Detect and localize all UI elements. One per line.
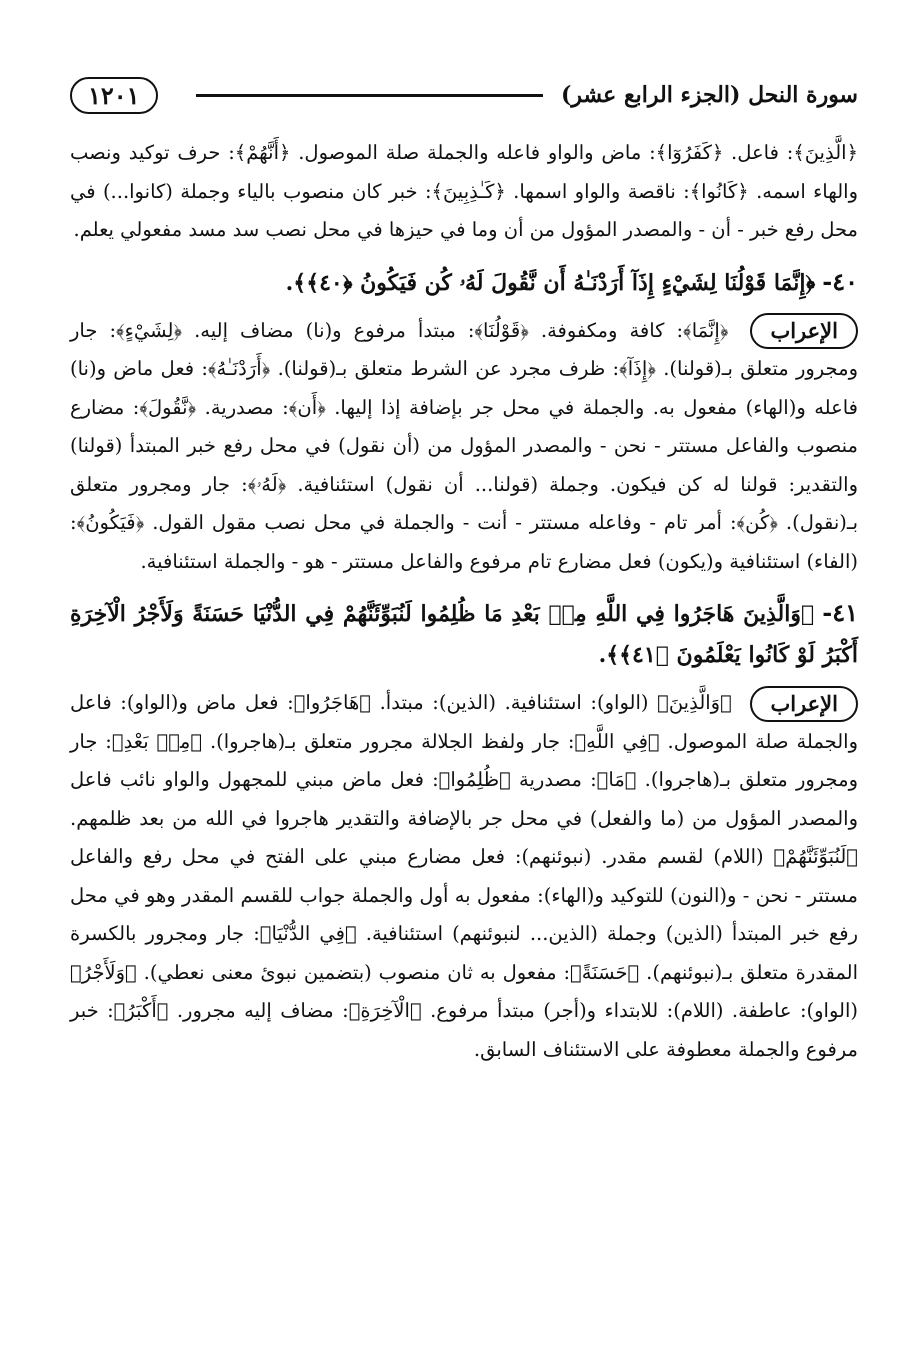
irab-40-text: ﴿إِنَّمَا﴾: كافة ومكفوفة. ﴿قَوْلُنَا﴾: مبتدأ مرفوع و(نا) مضاف إليه. ﴿لِشَيْءٍ﴾: جار ومجرور متعلق بـ(قولنا). ﴿إِذَآ﴾: ظرف مجرد عن الشرط متعلق بـ(قولنا). ﴿أَرَدْنَـٰهُ﴾: فعل ماض و(نا) فاعله و(الهاء) مفعول به. والجملة في محل جر بإضافة إذا إليها. ﴿أَن﴾: مصدرية. ﴿نَّقُولَ﴾: مضارع منصوب والفاعل مستتر - نحن - والمصدر المؤول من (أن نقول) في محل رفع خبر المبتدأ (قولنا) والتقدير: قولنا له كن فيكون. وجملة (قولنا... أن نقول) استئنافية. ﴿لَهُۥ﴾: جار ومجرور متعلق بـ(نقول). ﴿كُن﴾: أمر تام - وفاعله مستتر - أنت - والجملة في محل نصب مقول القول. ﴿فَيَكُونُ﴾: (الفاء) استئنافية و(يكون) فعل مضارع تام مرفوع والفاعل مستتر - هو - والجملة استئنافية. — [70, 318, 858, 573]
irab-40-paragraph — [70, 312, 858, 582]
verse-41-number: ٤١- — [822, 598, 858, 627]
irab-label: الإعراب — [750, 686, 858, 722]
verse-40-text: ﴿إِنَّمَا قَوْلُنَا لِشَيْءٍ إِذَآ أَرَدْنَـٰهُ أَن نَّقُولَ لَهُۥ كُن فَيَكُونُ ﴿٤٠﴾﴾. — [285, 269, 816, 296]
book-page — [70, 60, 858, 1069]
page-number: ١٢٠١ — [70, 77, 158, 114]
verse-40 — [70, 262, 858, 304]
running-title: سورة النحل (الجزء الرابع عشر) — [560, 82, 858, 108]
irab-41-paragraph — [70, 684, 858, 1069]
verse-40-number: ٤٠- — [822, 266, 858, 296]
verse-41-text: ﴿وَالَّذِينَ هَاجَرُوا فِي اللَّهِ مِنۢ بَعْدِ مَا ظُلِمُوا لَنُبَوِّئَنَّهُمْ فِي الدُّنْيَا حَسَنَةً وَلَأَجْرُ الْآخِرَةِ أَكْبَرُ لَوْ كَانُوا يَعْلَمُونَ ﴿٤١﴾﴾. — [70, 601, 858, 668]
intro-paragraph: ﴿الَّذِينَ﴾: فاعل. ﴿كَفَرُوٓا﴾: ماض والواو فاعله والجملة صلة الموصول. ﴿أَنَّهُمْ﴾: حرف توكيد ونصب والهاء اسمه. ﴿كَانُوا﴾: ناقصة والواو اسمها. ﴿كَـٰذِبِينَ﴾: خبر كان منصوب بالياء وجملة (كانوا...) في محل رفع خبر - أن - والمصدر المؤول من أن وما في حيزها في محل نصب سد مسد مفعولي يعلم. — [70, 141, 858, 241]
page-header — [70, 60, 858, 130]
irab-label: الإعراب — [750, 313, 858, 349]
header-rule — [196, 94, 543, 97]
verse-41 — [70, 593, 858, 676]
irab-41-text: ﴿وَالَّذِينَ﴾ (الواو): استئنافية. (الذين): مبتدأ. ﴿هَاجَرُوا﴾: فعل ماض و(الواو): فاعل والجملة صلة الموصول. ﴿فِي اللَّهِ﴾: جار ولفظ الجلالة مجرور متعلق بـ(هاجروا). ﴿مِنۢ بَعْدِ﴾: جار ومجرور متعلق بـ(هاجروا). ﴿مَا﴾: مصدرية ﴿ظُلِمُوا﴾: فعل ماض مبني للمجهول والواو نائب فاعل والمصدر المؤول من (ما والفعل) في محل جر بالإضافة والتقدير هاجروا في الله من بعد ظلمهم. ﴿لَنُبَوِّئَنَّهُمْ﴾ (اللام) لقسم مقدر. (نبوئنهم): فعل مضارع مبني على الفتح في محل رفع والفاعل مستتر - نحن - و(النون) للتوكيد و(الهاء): مفعول به أول والجملة جواب للقسم المقدر وهو في محل رفع خبر المبتدأ (الذين) وجملة (الذين... لنبوئنهم) استئنافية. ﴿فِي الدُّنْيَا﴾: جار ومجرور بالكسرة المقدرة متعلق بـ(نبوئنهم). ﴿حَسَنَةً﴾: مفعول به ثان منصوب (بتضمين نبوئ معنى نعطي). ﴿وَلَأَجْرُ﴾ (الواو): عاطفة. (اللام): للابتداء و(أجر) مبتدأ مرفوع. ﴿الْآخِرَةِ﴾: مضاف إليه مجرور. ﴿أَكْبَرُ﴾: خبر مرفوع والجملة معطوفة على الاستئناف السابق. — [70, 691, 858, 1061]
